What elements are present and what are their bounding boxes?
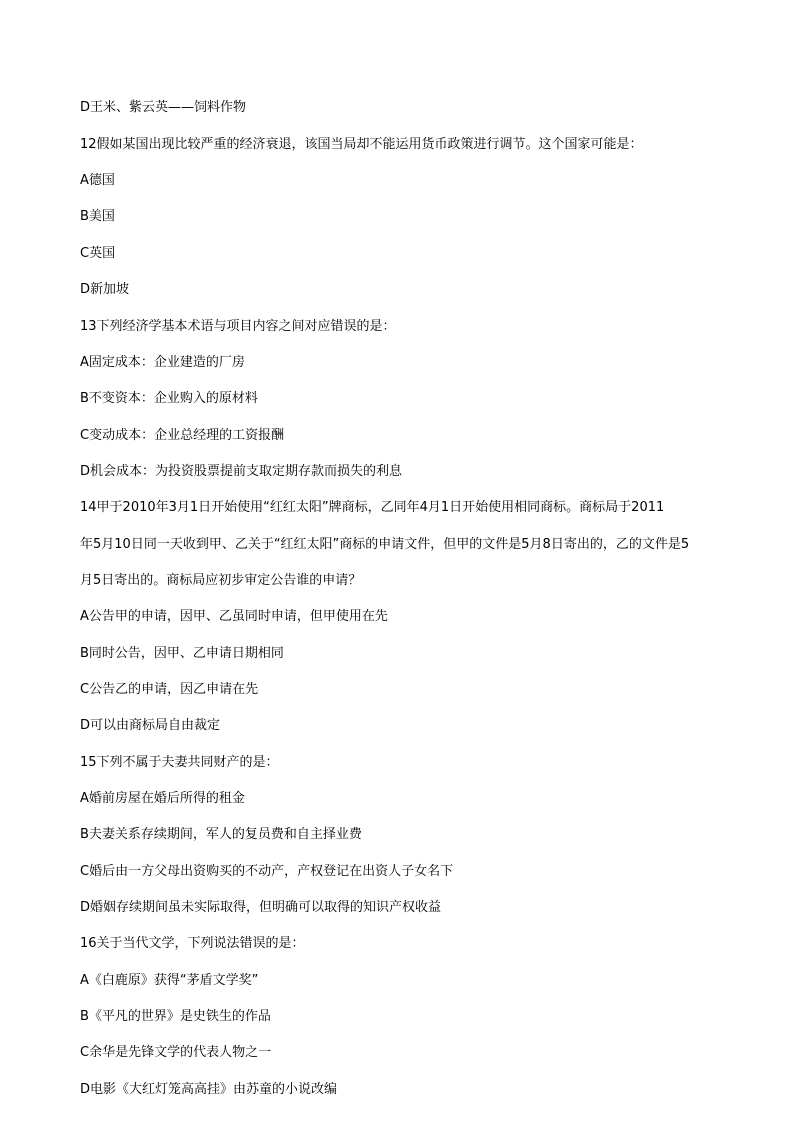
question-13: 13下列经济学基本术语与项目内容之间对应错误的是： — [80, 319, 396, 334]
option-d-q14: D可以由商标局自由裁定 — [80, 718, 221, 733]
option-b-q12: B美国 — [80, 209, 115, 224]
option-c-q12: C英国 — [80, 246, 116, 261]
option-a-q16: A《白鹿原》获得“茅盾文学奖” — [80, 973, 259, 988]
option-a-q12: A德国 — [80, 173, 115, 188]
question-14-line-2: 年5月10日同一天收到甲、乙关于“红红太阳”商标的申请文件，但甲的文件是5月8日寄出的，乙的文件是5 — [80, 537, 690, 552]
option-c-q16: C余华是先锋文学的代表人物之一 — [80, 1045, 272, 1060]
option-d-q11: D王米、紫云英——饲料作物 — [80, 100, 247, 115]
question-12: 12假如某国出现比较严重的经济衰退，该国当局却不能运用货币政策进行调节。这个国家可能是： — [80, 137, 643, 152]
option-d-q16: D电影《大红灯笼高高挂》由苏童的小说改编 — [80, 1082, 338, 1097]
option-b-q15: B夫妻关系存续期间，军人的复员费和自主择业费 — [80, 827, 362, 842]
option-d-q12: D新加坡 — [80, 282, 130, 297]
question-14-line-1: 14甲于2010年3月1日开始使用“红红太阳”牌商标，乙同年4月1日开始使用相同商标。商标局于2011 — [80, 500, 665, 515]
question-14-line-3: 月5日寄出的。商标局应初步审定公告谁的申请？ — [80, 573, 362, 588]
option-c-q14: C公告乙的申请，因乙申请在先 — [80, 682, 259, 697]
option-a-q14: A公告甲的申请，因甲、乙虽同时申请，但甲使用在先 — [80, 609, 388, 624]
question-16: 16关于当代文学，下列说法错误的是： — [80, 936, 305, 951]
option-b-q14: B同时公告，因甲、乙申请日期相同 — [80, 646, 284, 661]
option-a-q15: A婚前房屋在婚后所得的租金 — [80, 791, 245, 806]
option-b-q13: B不变资本：企业购入的原材料 — [80, 391, 258, 406]
option-c-q15: C婚后由一方父母出资购买的不动产，产权登记在出资人子女名下 — [80, 864, 454, 879]
question-15: 15下列不属于夫妻共同财产的是： — [80, 755, 279, 770]
option-d-q15: D婚姻存续期间虽未实际取得，但明确可以取得的知识产权收益 — [80, 900, 442, 915]
option-b-q16: B《平凡的世界》是史铁生的作品 — [80, 1009, 271, 1024]
option-d-q13: D机会成本：为投资股票提前支取定期存款而损失的利息 — [80, 464, 403, 479]
option-a-q13: A固定成本：企业建造的厂房 — [80, 355, 245, 370]
option-c-q13: C变动成本：企业总经理的工资报酬 — [80, 428, 285, 443]
